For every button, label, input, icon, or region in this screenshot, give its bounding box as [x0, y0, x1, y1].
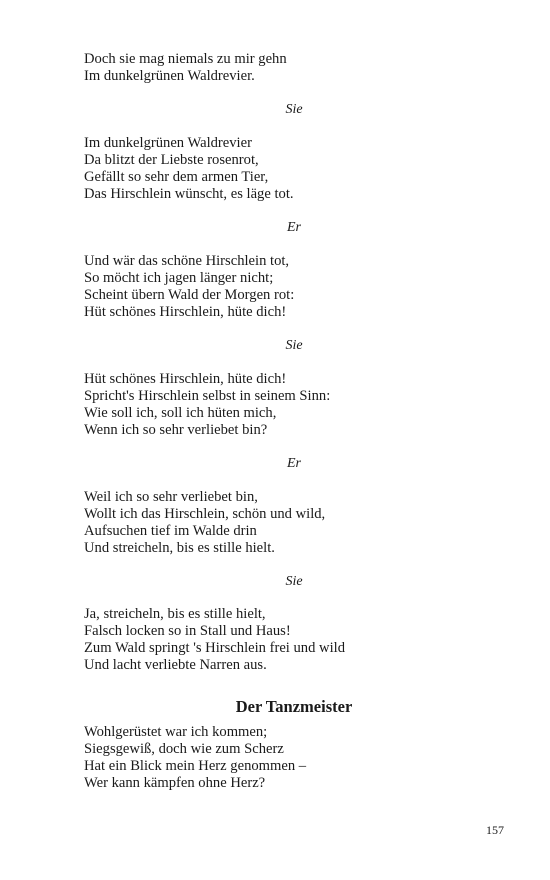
verse-line: Scheint übern Wald der Morgen rot:	[84, 287, 295, 303]
stanza	[84, 606, 504, 674]
stanza	[84, 489, 504, 557]
verse-line: Und streicheln, bis es stille hielt.	[84, 540, 275, 556]
stanza	[84, 371, 504, 439]
verse-line: Und wär das schöne Hirschlein tot,	[84, 253, 290, 269]
verse-line: Wohlgerüstet war ich kommen;	[84, 724, 268, 740]
verse-line: Gefällt so sehr dem armen Tier,	[84, 169, 269, 185]
verse-line: Im dunkelgrünen Waldrevier.	[84, 68, 255, 84]
verse-line: Wie soll ich, soll ich hüten mich,	[84, 405, 277, 421]
verse-line: So möcht ich jagen länger nicht;	[84, 270, 274, 286]
verse-line: Das Hirschlein wünscht, es läge tot.	[84, 186, 294, 202]
verse-line: Siegsgewiß, doch wie zum Scherz	[84, 741, 284, 757]
speaker-label: Er	[287, 220, 301, 235]
verse-line: Wollt ich das Hirschlein, schön und wild,	[84, 506, 326, 522]
verse-line: Wer kann kämpfen ohne Herz?	[84, 775, 266, 791]
stanza	[84, 51, 504, 85]
verse-line: Und lacht verliebte Narren aus.	[84, 657, 267, 673]
stanza	[84, 724, 504, 792]
verse-line: Hüt schönes Hirschlein, hüte dich!	[84, 304, 287, 320]
verse-line: Da blitzt der Liebste rosenrot,	[84, 152, 259, 168]
verse-line: Hat ein Blick mein Herz genommen –	[84, 758, 307, 774]
verse-line: Falsch locken so in Stall und Haus!	[84, 623, 291, 639]
verse-line: Weil ich so sehr verliebet bin,	[84, 489, 258, 505]
verse-line: Aufsuchen tief im Walde drin	[84, 523, 257, 539]
verse-line: Hüt schönes Hirschlein, hüte dich!	[84, 371, 287, 387]
verse-line: Wenn ich so sehr verliebet bin?	[84, 422, 268, 438]
verse-line: Doch sie mag niemals zu mir gehn	[84, 51, 287, 67]
speaker-label: Sie	[285, 102, 303, 117]
speaker-label: Sie	[285, 574, 303, 589]
verse-line: Spricht's Hirschlein selbst in seinem Sinn:	[84, 388, 331, 404]
speaker-label: Sie	[285, 338, 303, 353]
verse-line: Zum Wald springt 's Hirschlein frei und wild	[84, 640, 345, 656]
stanza	[84, 135, 504, 203]
page-number: 157	[486, 823, 504, 837]
verse-line: Im dunkelgrünen Waldrevier	[84, 135, 252, 151]
verse-line: Ja, streicheln, bis es stille hielt,	[84, 606, 266, 622]
stanza	[84, 253, 504, 321]
speaker-label: Er	[287, 456, 301, 471]
poem-title: Der Tanzmeister	[235, 697, 353, 716]
